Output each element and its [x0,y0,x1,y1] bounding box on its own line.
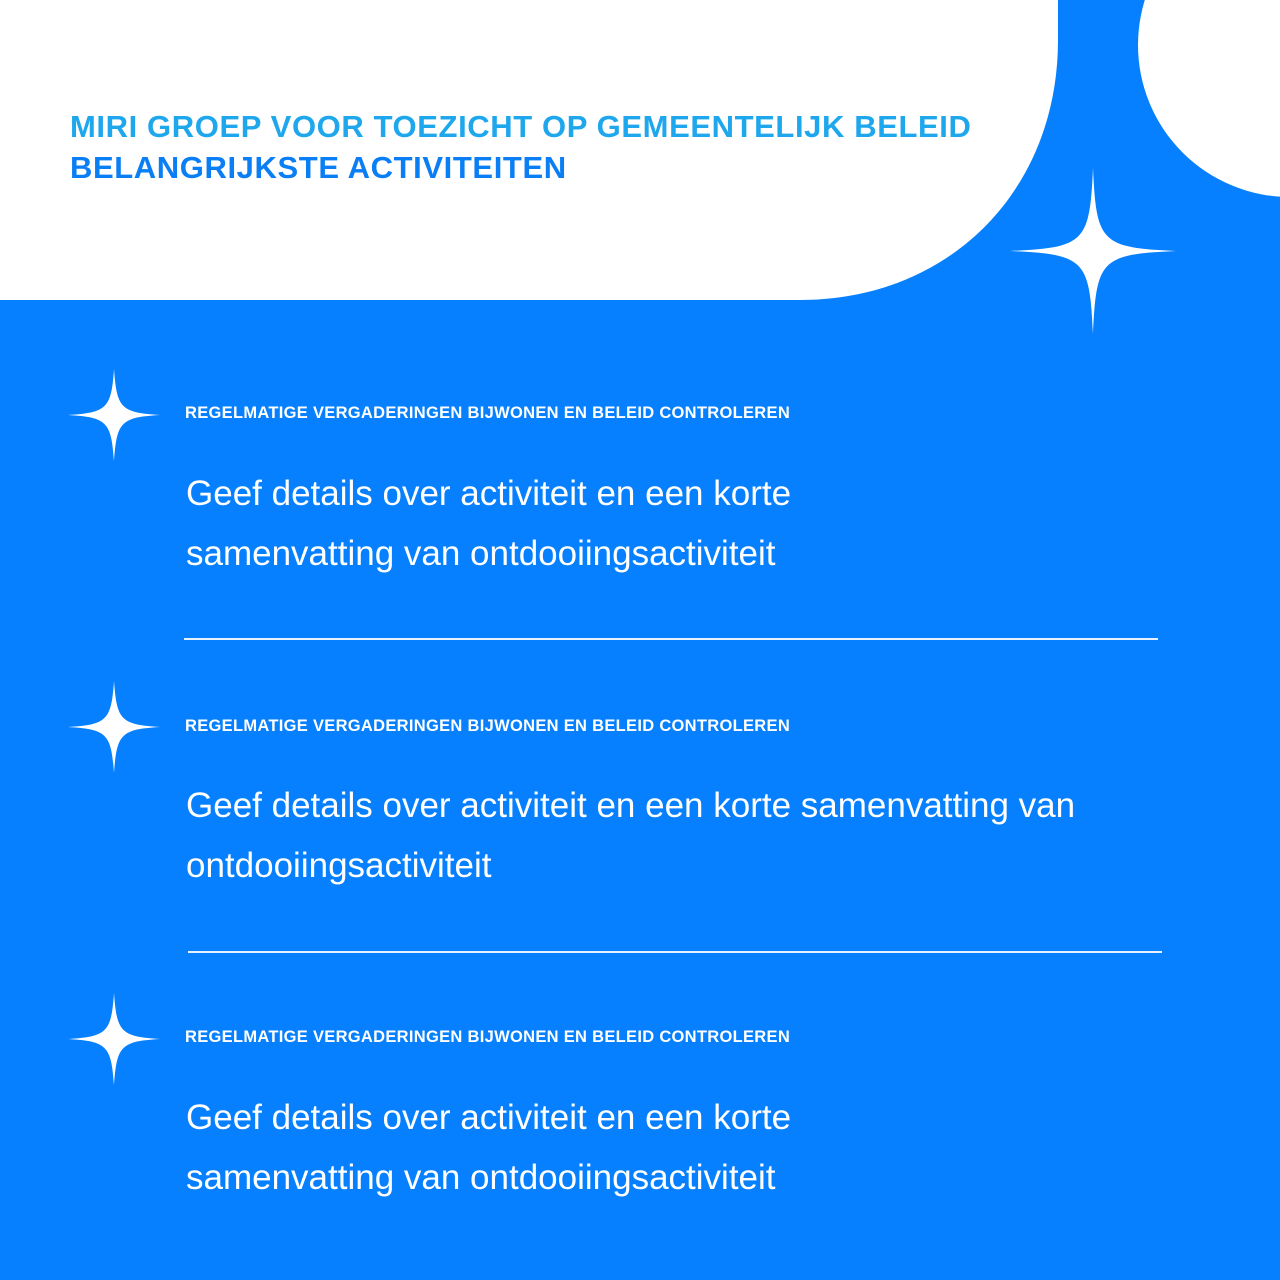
activity-description: Geef details over activiteit en een korte samenvatting van ontdooiingsactiviteit [186,1098,792,1197]
sparkle-icon [68,368,160,462]
activity-description: Geef details over activiteit en een korte samenvatting van ontdooiingsactiviteit [186,474,792,573]
sparkle-icon [68,992,160,1086]
activity-heading: REGELMATIGE VERGADERINGEN BIJWONEN EN BELEID CONTROLEREN [185,404,791,422]
page-title [70,106,971,188]
sparkle-icon [68,680,160,774]
title-line-2: BELANGRIJKSTE ACTIVITEITEN [70,150,567,185]
sparkle-icon [1010,168,1176,334]
activity-description: Geef details over activiteit en een korte samenvatting van ontdooiingsactiviteit [186,786,1076,885]
divider [184,638,1158,640]
title-line-1: MIRI GROEP VOOR TOEZICHT OP GEMEENTELIJK BELEID [70,109,972,144]
activity-heading: REGELMATIGE VERGADERINGEN BIJWONEN EN BELEID CONTROLEREN [185,1028,791,1046]
divider [188,951,1162,953]
activity-heading: REGELMATIGE VERGADERINGEN BIJWONEN EN BELEID CONTROLEREN [185,717,791,735]
